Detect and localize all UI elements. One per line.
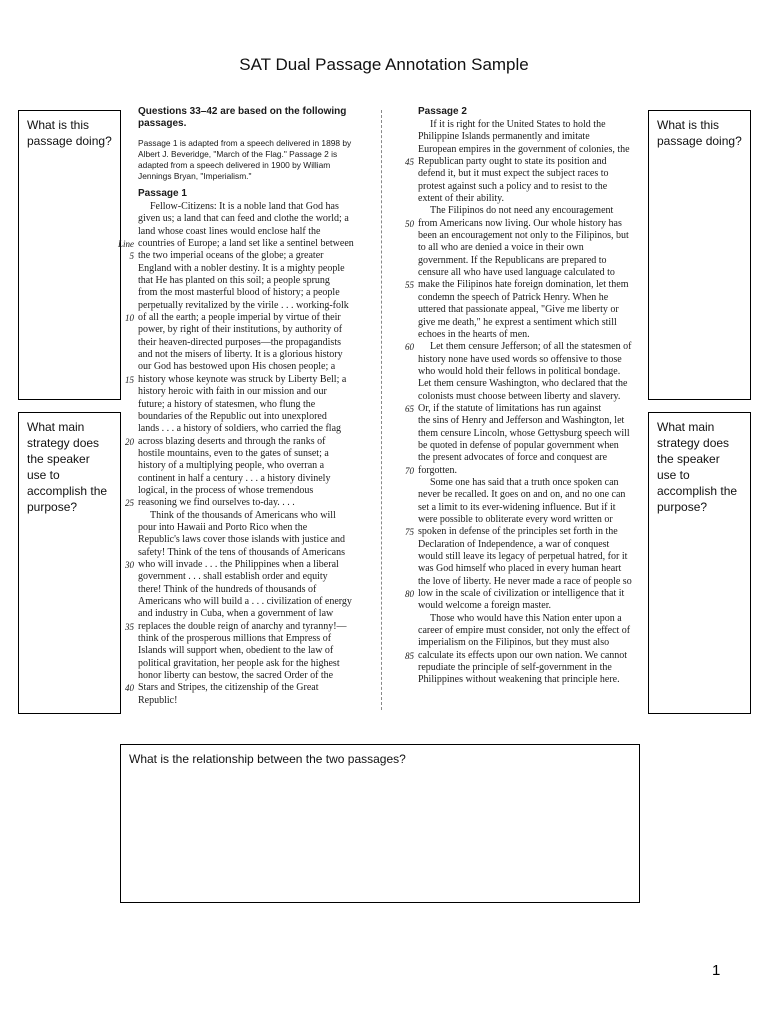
line-text: from Americans now living. Our whole history has: [418, 217, 622, 229]
line-text: of all the earth; a people imperial by virtue of their: [138, 312, 341, 324]
passage-line: [138, 213, 370, 225]
line-text: think of the prosperous millions that Empress of: [138, 633, 332, 645]
passage-1-heading: Passage 1: [138, 188, 187, 199]
line-text: hostile mountains, even to the gates of sunset; a: [138, 447, 329, 459]
passage-line: [138, 324, 370, 336]
line-text: their heaven-directed purposes—the propagandists: [138, 336, 341, 348]
line-text: safety! Think of the tens of thousands of Americans: [138, 546, 345, 558]
line-number: 45: [405, 157, 414, 168]
line-text: and not the misers of liberty. It is a glorious history: [138, 349, 343, 361]
line-text: Republic!: [138, 694, 178, 706]
passage-line: [418, 119, 644, 131]
passage-line: [125, 497, 370, 509]
passage-line: [418, 600, 644, 612]
line-text: career of empire must consider, not only the effect of: [418, 625, 631, 637]
passage-line: [418, 181, 644, 193]
passage-line: [138, 423, 370, 435]
line-number: 5: [129, 251, 134, 262]
line-text: history of a multiplying people, who overran a: [138, 460, 325, 472]
passage-line: [125, 312, 370, 324]
line-text: to all who are denied a voice in their own: [418, 242, 584, 254]
line-text: echoes in the hearts of men.: [418, 328, 530, 340]
line-text: condemn the speech of Patrick Henry. When he: [418, 291, 609, 303]
passage-line: [405, 279, 644, 291]
passage-line: [138, 670, 370, 682]
line-text: calculate its effects upon our own nation. We cannot: [418, 649, 628, 661]
passage-line: [418, 637, 644, 649]
line-text: give me death," he exprest a sentiment which still: [418, 316, 617, 328]
line-text: replaces the double reign of anarchy and tyranny!—: [138, 620, 347, 632]
passage-line: [418, 514, 644, 526]
line-text: England with a nobler destiny. It is a mighty people: [138, 262, 345, 274]
line-text: imperialism on the Filipinos, but they must also: [418, 637, 610, 649]
line-text: would welcome a foreign master.: [418, 600, 552, 612]
line-text: from the most masterful blood of history; a people: [138, 287, 340, 299]
annotation-box-passage2-strategy[interactable]: [648, 412, 751, 714]
passage-line: [418, 391, 644, 403]
line-number: 75: [405, 527, 414, 538]
line-text: were possible to obliterate every word written or: [418, 514, 613, 525]
passage-line: [418, 242, 644, 254]
line-text: pour into Hawaii and Porto Rico when the: [138, 521, 308, 533]
line-text: defend it, but it must expect the subject races to: [418, 168, 609, 180]
line-text: Think of the thousands of Americans who will: [150, 509, 336, 521]
line-number: 30: [125, 559, 134, 570]
passage-line: [418, 354, 644, 366]
line-text: lands . . . a history of soldiers, who carried the flag: [138, 423, 342, 435]
passage-line: [418, 674, 644, 686]
passage-2-column: [405, 106, 644, 687]
passage-line: [418, 551, 644, 563]
line-text: political gravitation, her people ask for the highest: [138, 657, 340, 669]
line-text: forgotten.: [418, 464, 457, 476]
passage-line: [138, 571, 370, 583]
passage-line: [405, 156, 644, 168]
line-text: Fellow-Citizens: It is a noble land that God has: [150, 201, 339, 212]
passage-line: [129, 250, 370, 262]
passage-line: [418, 662, 644, 674]
passage-line: [405, 588, 644, 600]
line-text: Some one has said that a truth once spoken can: [430, 476, 619, 488]
line-text: government . . . shall establish order and equity: [138, 571, 328, 583]
line-text: set a limit to its ever-widening influence. But if it: [418, 501, 616, 513]
annotation-prompt: What is this passage doing?: [27, 118, 112, 148]
line-text: the present advocates of force and conquest are: [418, 452, 608, 464]
line-text: Republic's laws cover those islands with justice and: [138, 534, 346, 546]
line-number: 10: [125, 313, 134, 324]
line-text: Let them censure Washington, who declared that the: [418, 378, 628, 390]
passage-line: [138, 337, 370, 349]
line-text: perpetually revitalized by the virile . . . working-folk: [138, 299, 349, 311]
passage-line: [138, 658, 370, 670]
line-number: 35: [125, 621, 134, 632]
line-text: the love of liberty. He never made a race of people so: [418, 575, 632, 587]
line-text: history none have used words so offensive to those: [418, 353, 622, 365]
passage-line: [138, 522, 370, 534]
passage-line: [138, 201, 370, 213]
passage-line: [418, 539, 644, 551]
line-text: across blazing deserts and through the ranks of: [138, 435, 326, 447]
passage-line: [418, 168, 644, 180]
line-text: Those who would have this Nation enter upon a: [430, 612, 622, 624]
passage-line: [418, 452, 644, 464]
passage-line: [138, 399, 370, 411]
line-text: that He has planted on this soil; a people sprung: [138, 275, 330, 287]
annotation-prompt: What is this passage doing?: [657, 118, 742, 148]
passage-line: [138, 300, 370, 312]
passage-line: [138, 596, 370, 608]
passage-line: [118, 238, 370, 250]
intro-line: adapted from a speech delivered in 1900 by William: [138, 160, 331, 170]
passage-line: [138, 510, 370, 522]
passage-line: [418, 576, 644, 588]
line-text: The Filipinos do not need any encouragement: [430, 205, 614, 217]
annotation-box-passage2-purpose[interactable]: [648, 110, 751, 400]
passage-line: [418, 440, 644, 452]
passage-line: [405, 464, 644, 477]
passage-line: [418, 477, 644, 489]
passage-line: [138, 275, 370, 287]
line-text: repudiate the principle of self-government in the: [418, 662, 612, 674]
passage-line: [138, 584, 370, 596]
line-text: reasoning we find ourselves to-day. . . .: [138, 497, 295, 509]
passage-line: [418, 193, 644, 205]
line-text: Islands will support when, obedient to the law of: [138, 645, 334, 657]
line-text: make the Filipinos hate foreign domination, let them: [418, 279, 629, 291]
line-text: power, by right of their institutions, by authority of: [138, 324, 343, 336]
line-text: who would hold their fellows in political bondage.: [418, 365, 621, 377]
passage-line: [418, 613, 644, 625]
passage-1-column: [118, 106, 370, 707]
passage-line: [405, 341, 644, 353]
passage-2-heading: Passage 2: [418, 106, 467, 117]
passage-line: [125, 558, 370, 571]
passage-line: [418, 489, 644, 501]
line-text: honor liberty can bestow, the sacred Order of the: [138, 670, 334, 682]
intro-line: Jennings Bryan, "Imperialism.": [138, 171, 252, 181]
line-text: and industry in Cuba, when a government of law: [138, 608, 334, 620]
line-text: was God himself who placed in every human heart: [418, 563, 622, 575]
questions-header: Questions 33–42 are based on the following passages.: [138, 106, 347, 129]
passage-line: [418, 563, 644, 575]
line-number: 80: [405, 589, 414, 600]
line-number: 55: [405, 280, 414, 291]
line-number: 85: [405, 650, 414, 661]
line-number: 25: [125, 498, 134, 509]
line-text: future; a history of statesmen, who flung the: [138, 398, 316, 410]
annotation-box-passage1-strategy[interactable]: [18, 412, 121, 714]
line-text: Philippines without weakening that principle here.: [418, 674, 620, 686]
line-text: land whose coast lines would enclose half the: [138, 225, 321, 237]
passage-line: [138, 460, 370, 472]
passage-line: [125, 435, 370, 448]
passage-line: [138, 608, 370, 620]
line-number: 15: [125, 374, 134, 385]
passage-line: [418, 230, 644, 242]
passage-line: [138, 287, 370, 299]
passage-line: [418, 131, 644, 143]
passage-line: [138, 547, 370, 559]
line-text: European empires in the government of colonies, the: [418, 143, 630, 155]
passage-line: [405, 649, 644, 662]
passage-line: [418, 428, 644, 440]
line-text: continent in half a century . . . a history divinely: [138, 472, 331, 484]
passage-line: [138, 349, 370, 361]
line-text: extent of their ability.: [418, 193, 504, 205]
passage-line: [418, 267, 644, 279]
line-number: 60: [405, 342, 414, 353]
line-text: Republican party ought to state its position and: [418, 156, 607, 168]
passage-line: [418, 205, 644, 217]
passage-line: [418, 255, 644, 267]
line-text: uttered that passionate appeal, "Give me liberty or: [418, 304, 619, 316]
line-text: there! Think of the hundreds of thousands of: [138, 583, 317, 595]
line-text: boundaries of the Republic out into unexplored: [138, 410, 327, 422]
passage-line: [418, 317, 644, 329]
passage-line: [405, 402, 644, 415]
line-text: the two imperial oceans of the globe; a greater: [138, 250, 324, 262]
passage-2-text: [405, 119, 644, 687]
line-text: logical, in the process of whose tremendous: [138, 484, 314, 496]
passage-line: [125, 682, 370, 694]
line-number: 50: [405, 218, 414, 229]
line-text: them censure Lincoln, whose Gettysburg speech will: [418, 427, 630, 439]
passage-line: [405, 526, 644, 538]
passage-line: [138, 695, 370, 707]
line-number: 70: [405, 465, 414, 476]
line-text: be quoted in defense of popular government when: [418, 439, 619, 451]
passage-line: [418, 329, 644, 341]
passage-line: [138, 485, 370, 497]
annotation-box-passage1-purpose[interactable]: [18, 110, 121, 400]
passage-line: [418, 378, 644, 390]
line-text: If it is right for the United States to hold the: [430, 119, 606, 130]
line-text: Americans who will build a . . . civilization of energy: [138, 596, 352, 607]
annotation-box-relationship[interactable]: [120, 744, 640, 903]
passage-line: [138, 448, 370, 460]
line-text: the sins of Henry and Jefferson and Washington, let: [418, 415, 625, 427]
passage-line: [138, 226, 370, 238]
annotation-prompt: What is the relationship between the two passages?: [129, 752, 406, 766]
annotation-prompt: What main strategy does the speaker use to accomplish the purpose?: [27, 420, 108, 514]
line-number: 65: [405, 403, 414, 414]
passage-line: [138, 263, 370, 275]
page-title: SAT Dual Passage Annotation Sample: [239, 55, 529, 74]
passage-line: [138, 361, 370, 373]
passage-line: [418, 304, 644, 316]
passage-intro: [138, 138, 370, 182]
line-text: colonists must choose between liberty and slavery.: [418, 390, 621, 402]
passage-line: [125, 373, 370, 386]
passage-line: [138, 645, 370, 657]
line-text: who will invade . . . the Philippines when a liberal: [138, 558, 339, 570]
intro-line: Passage 1 is adapted from a speech delivered in 1898 by: [138, 138, 352, 148]
passage-line: [405, 217, 644, 230]
passage-line: [418, 502, 644, 514]
passage-line: [125, 620, 370, 633]
annotation-prompt: What main strategy does the speaker use to accomplish the purpose?: [657, 420, 738, 514]
line-number: 20: [125, 436, 134, 447]
line-text: government. If the Republicans are prepared to: [418, 254, 607, 266]
passage-line: [138, 386, 370, 398]
intro-line: Albert J. Beveridge, "March of the Flag." Passage 2 is: [138, 149, 338, 159]
page-number: 1: [712, 962, 721, 979]
passage-line: [418, 625, 644, 637]
line-text: history whose keynote was struck by Liberty Bell; a: [138, 373, 347, 385]
line-text: protest against such a policy and to resist to the: [418, 180, 608, 192]
passage-line: [418, 292, 644, 304]
passage-line: [418, 415, 644, 427]
line-text: low in the scale of civilization or intelligence that it: [418, 588, 625, 600]
line-text: given us; a land that can feed and clothe the world; a: [138, 213, 349, 225]
line-text: Or, if the statute of limitations has run against: [418, 402, 602, 414]
passage-line: [138, 534, 370, 546]
line-number: 40: [125, 683, 134, 694]
line-text: been an encouragement not only to the Filipinos, but: [418, 230, 629, 242]
line-text: Declaration of Independence, a war of conquest: [418, 538, 610, 550]
line-text: Philippine Islands permanently and imitate: [418, 131, 590, 143]
passage-line: [138, 473, 370, 485]
column-divider: [381, 110, 382, 710]
passage-line: [418, 144, 644, 156]
line-text: Let them censure Jefferson; of all the statesmen of: [430, 341, 632, 353]
passage-1-text: [118, 201, 370, 707]
line-text: never be recalled. It goes on and on, and no one can: [418, 489, 626, 501]
line-text: history heroic with faith in our mission and our: [138, 386, 327, 398]
line-text: would still leave its legacy of perpetual hatred, for it: [418, 551, 628, 563]
line-text: spoken in defense of the principles set forth in the: [418, 526, 618, 538]
line-text: Stars and Stripes, the citizenship of the Great: [138, 682, 319, 694]
line-text: our God has bestowed upon His chosen people; a: [138, 361, 336, 373]
passage-line: [138, 633, 370, 645]
line-text: countries of Europe; a land set like a sentinel between: [138, 238, 354, 250]
passage-line: [138, 411, 370, 423]
line-text: censure all who have used language calculated to: [418, 267, 615, 279]
line-number: Line: [118, 239, 135, 250]
passage-line: [418, 366, 644, 378]
